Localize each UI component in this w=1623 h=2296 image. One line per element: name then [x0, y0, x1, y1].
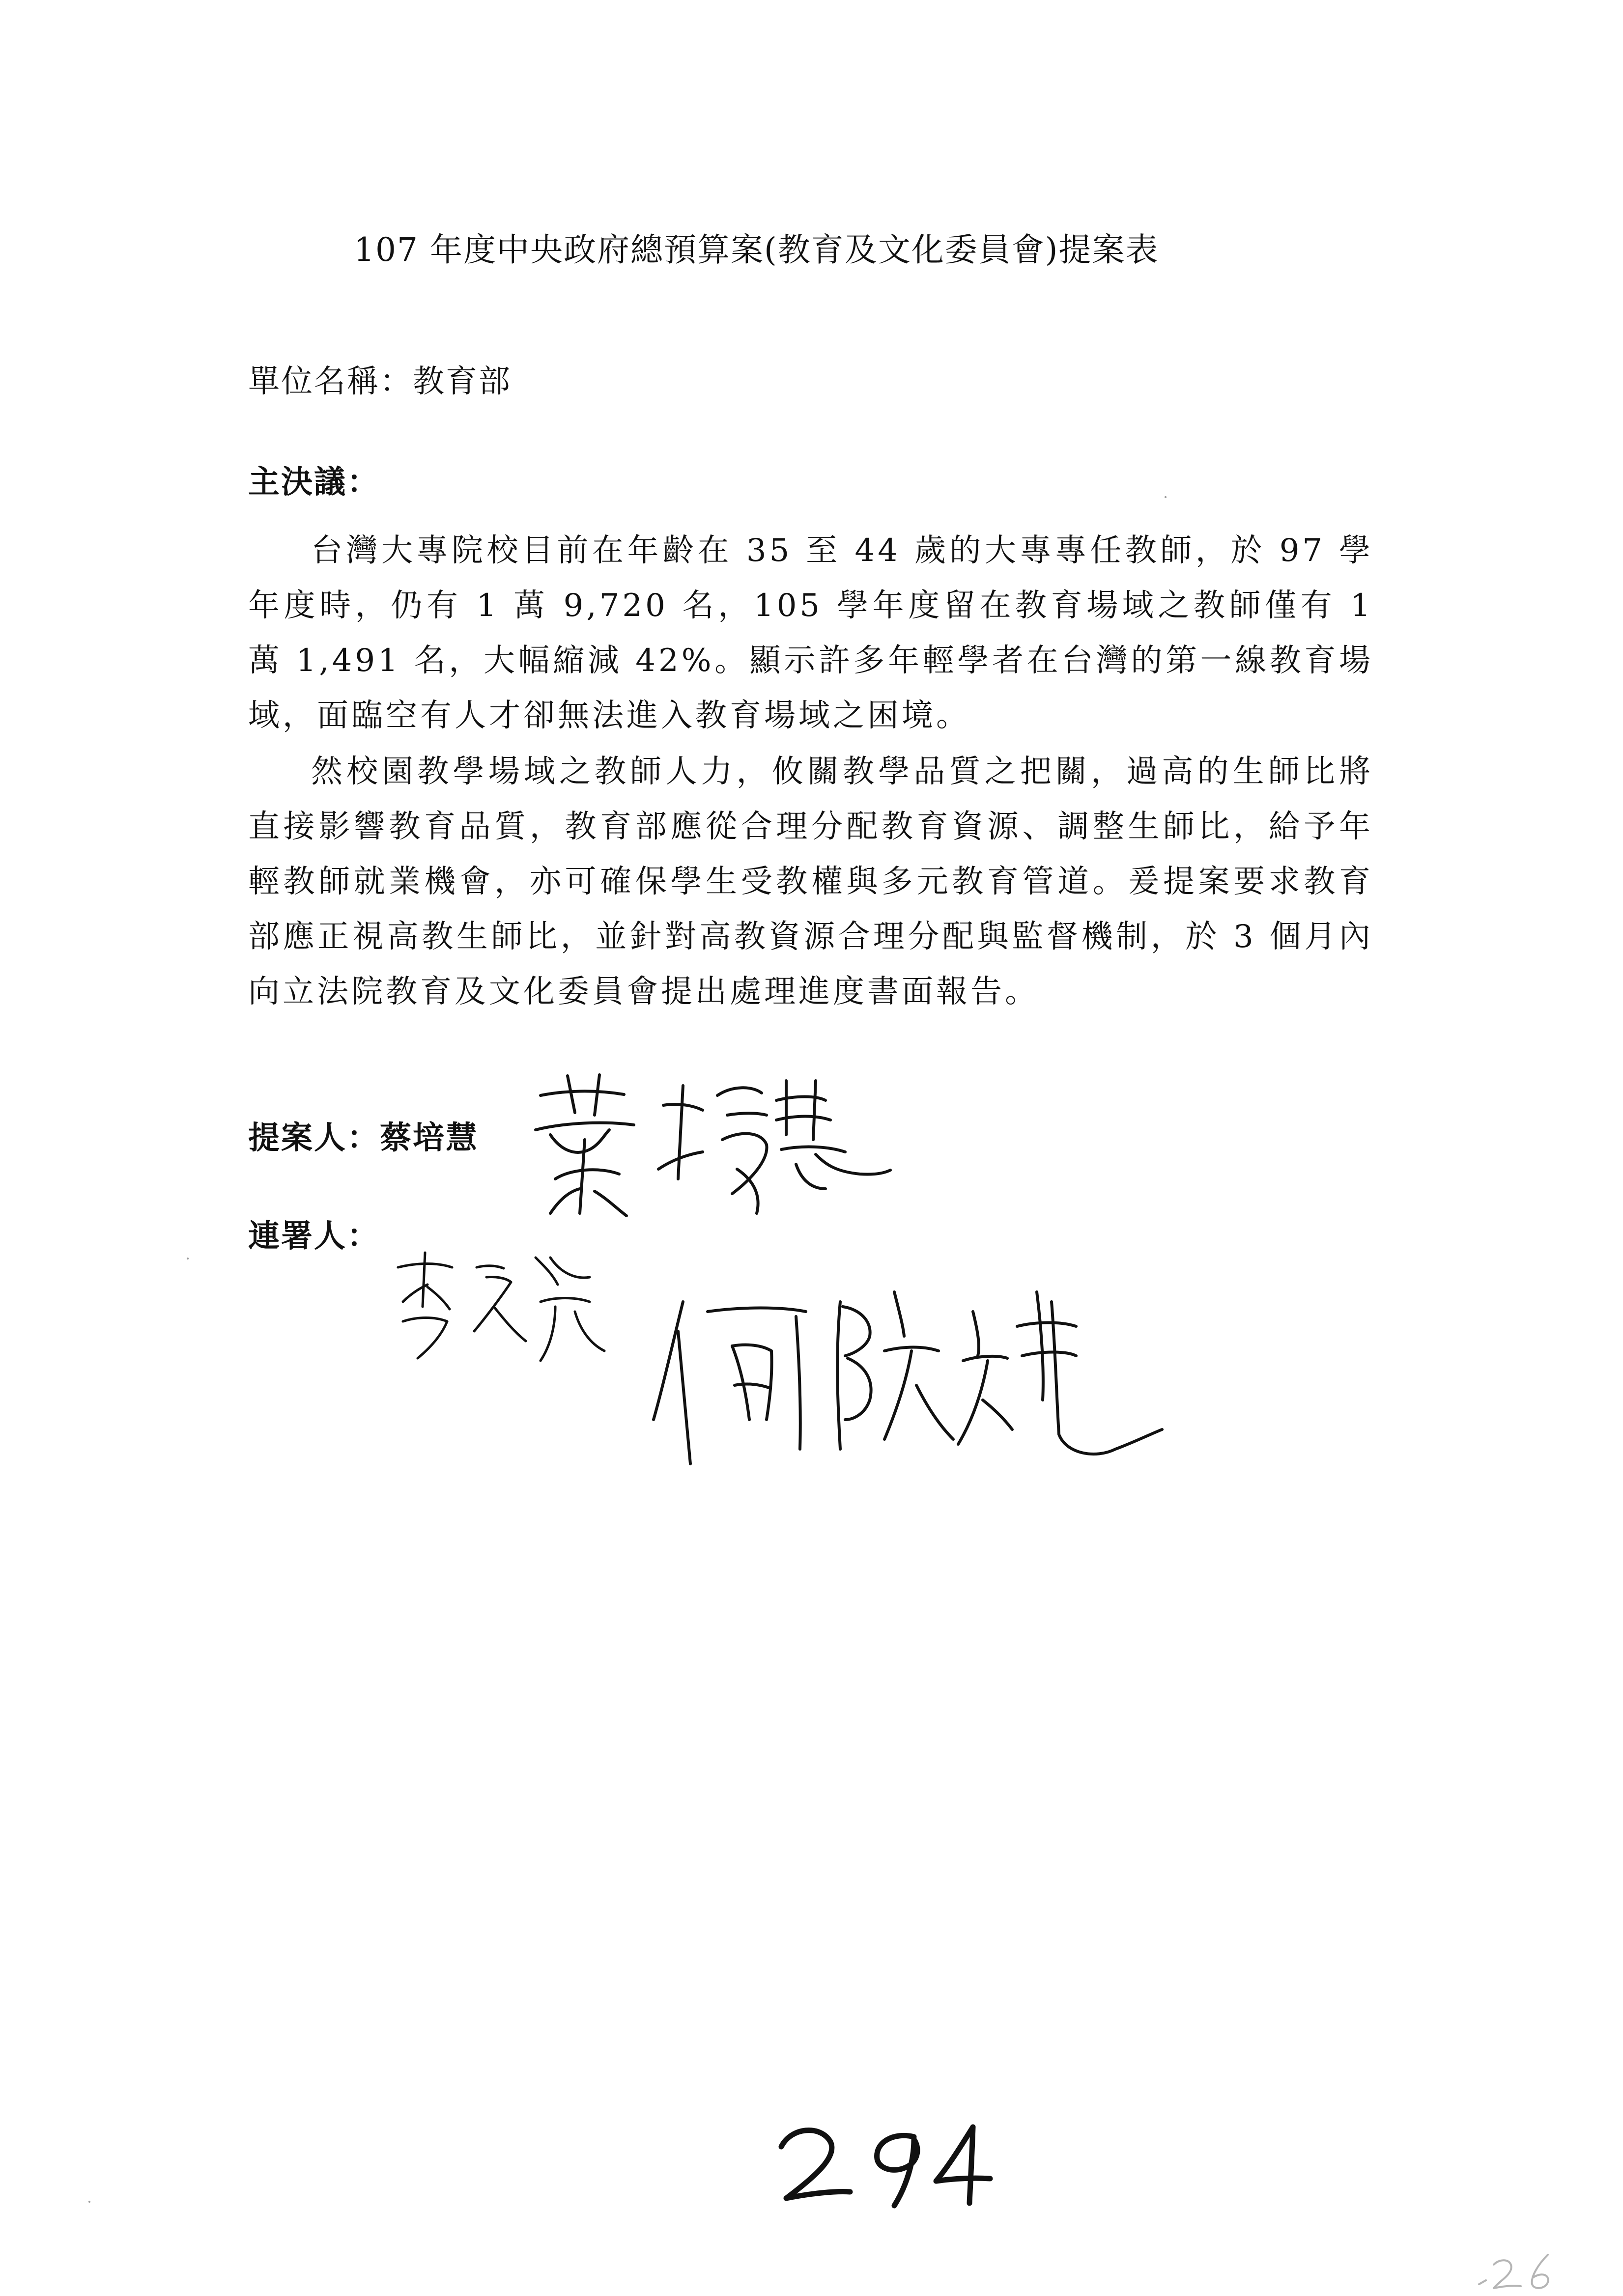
proposer-label: 提案人：	[248, 1120, 380, 1156]
scan-speck	[88, 2201, 90, 2203]
scan-speck	[1165, 496, 1167, 498]
scan-speck	[187, 1258, 189, 1260]
unit-value: 教育部	[413, 364, 512, 400]
page-number	[767, 2112, 997, 2211]
body-paragraph: 然校園教學場域之教師人力，攸關教學品質之把關，過高的生師比將直接影響教育品質，教育部應從合理分配教育資源、調整生師比，給予年輕教師就業機會，亦可確保學生受教權與多元教育管道。爰提案要求教育部應正視高教生師比，並針對高教資源合理分配與監督機制，於 3 個月內向立法院教育及文化委員會提出處理進度書面報告。	[248, 754, 1373, 1010]
proposer-signature	[521, 1066, 894, 1233]
corner-page-mark	[1474, 2250, 1563, 2294]
proposer-name: 蔡培慧	[380, 1120, 479, 1156]
unit-label: 單位名稱：	[248, 364, 413, 400]
document-title: 107 年度中央政府總預算案(教育及文化委員會)提案表	[354, 231, 1159, 269]
resolution-label: 主決議：	[248, 464, 380, 501]
cosigner-signature	[644, 1272, 1165, 1479]
unit-line	[248, 356, 512, 401]
cosigner-signature	[388, 1248, 619, 1366]
body-paragraph: 台灣大專院校目前在年齡在 35 至 44 歲的大專專任教師，於 97 學年度時，仍有 1 萬 9,720 名，105 學年度留在教育場域之教師僅有 1 萬 1,491 名，大幅縮減 42%。顯示許多年輕學者在台灣的第一線教育場域，面臨空有人才卻無法進入教育場域之困境。	[248, 532, 1373, 734]
proposer-line	[248, 1113, 479, 1158]
cosigners-label: 連署人：	[248, 1218, 380, 1255]
